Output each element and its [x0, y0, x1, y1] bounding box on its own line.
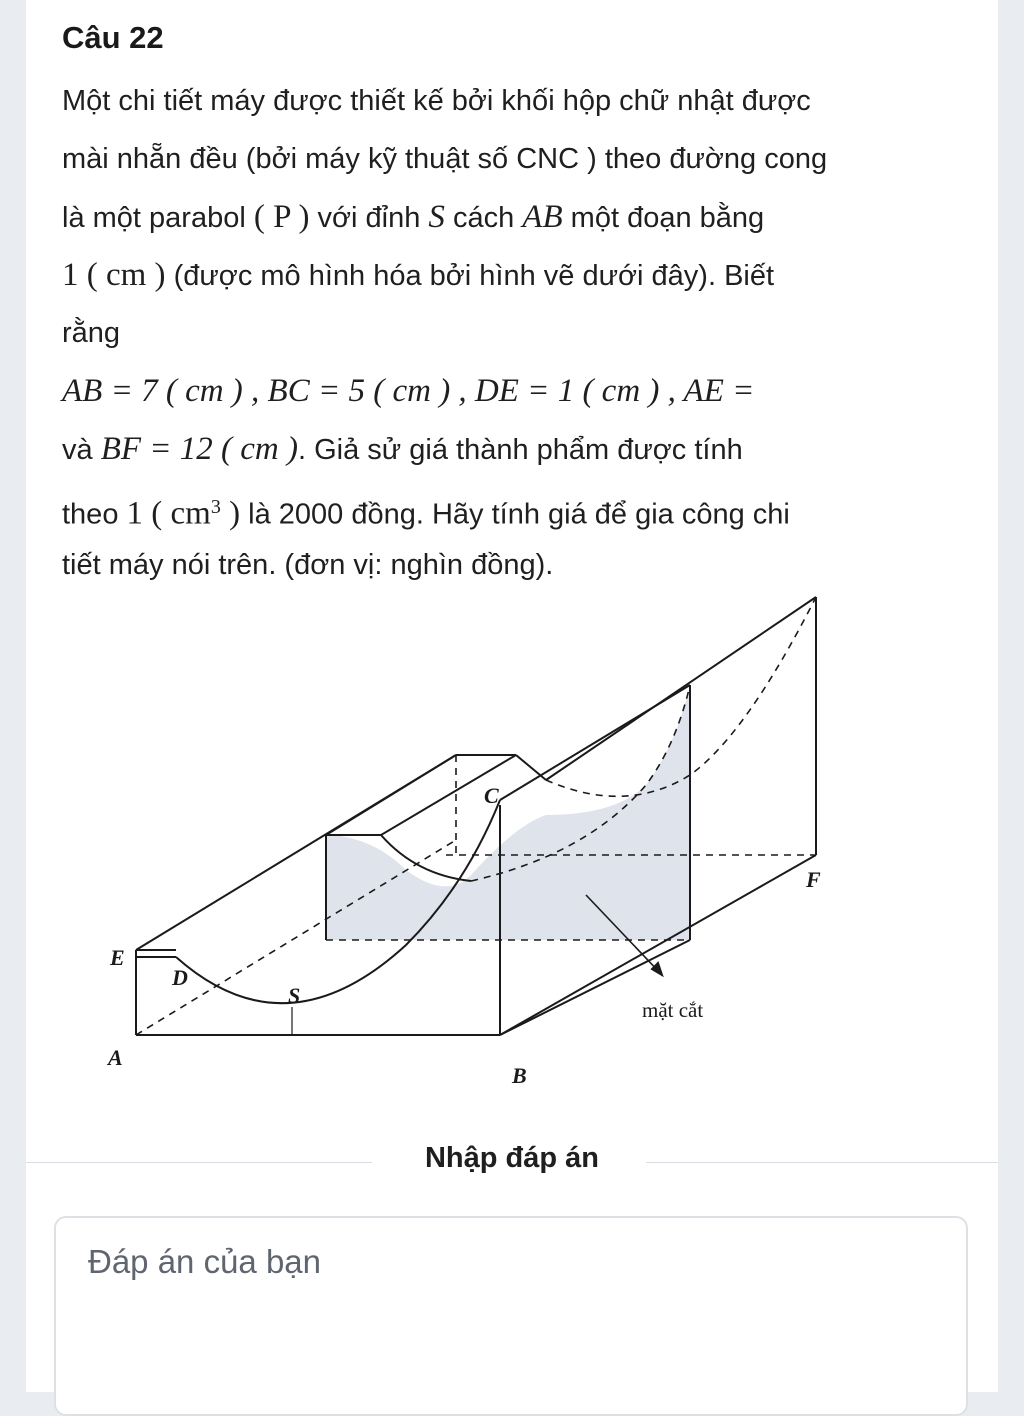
label-A: A [108, 1045, 123, 1070]
question-line-3 [62, 188, 982, 246]
question-line-9: tiết máy nói trên. (đơn vị: nghìn đồng). [62, 549, 554, 581]
text-segment: là một parabol [62, 202, 254, 234]
question-line-2: mài nhẵn đều (bởi máy kỹ thuật số CNC ) theo đường cong [62, 143, 828, 175]
label-B: B [512, 1063, 527, 1088]
math-AB: AB [522, 199, 563, 235]
label-E: E [110, 945, 125, 970]
math-cm3: 1 ( cm [126, 495, 211, 532]
answer-box[interactable] [54, 1216, 968, 1416]
text-segment: theo [62, 498, 127, 531]
label-C: C [484, 783, 499, 808]
math-exponent: 3 [210, 496, 221, 518]
label-cut: mặt cắt [642, 998, 704, 1022]
label-F: F [806, 867, 821, 892]
answer-section-header [26, 1132, 998, 1192]
question-line-5: rằng [62, 317, 121, 349]
math-close-paren: ) [220, 495, 241, 532]
math-P: ( P ) [253, 199, 310, 235]
cross-section-shade [326, 685, 690, 940]
label-S: S [288, 983, 301, 1008]
answer-input[interactable] [86, 1236, 930, 1288]
answer-section-label: Nhập đáp án [424, 1142, 599, 1174]
question-line-4 [62, 246, 982, 304]
question-line-6-math: AB = 7 ( cm ) , BC = 5 ( cm ) , DE = 1 ( cm ) , AE = [62, 373, 755, 409]
text-segment: là 2000 đồng. Hãy tính giá để gia công chi [240, 498, 790, 531]
text-segment: . Giả sử giá thành phẩm được tính [297, 434, 743, 466]
question-line-7 [62, 420, 982, 478]
edge-ridge-to-C [516, 755, 546, 780]
question-card [26, 0, 998, 1392]
text-segment: với đỉnh [309, 202, 429, 234]
text-segment: (được mô hình hóa bởi hình vẽ dưới đây). Biết [165, 260, 775, 292]
math-BF: BF = 12 ( cm ) [100, 431, 298, 467]
cut-arrow-head [652, 963, 662, 975]
question-text [62, 72, 982, 594]
question-line-8 [62, 478, 982, 536]
machine-part-figure [26, 585, 998, 1105]
math-S: S [428, 199, 445, 235]
text-segment: và [62, 434, 101, 466]
math-1cm: 1 ( cm ) [62, 257, 166, 293]
text-segment: cách [444, 202, 523, 234]
question-line-1: Một chi tiết máy được thiết kế bởi khối hộp chữ nhật được [62, 85, 811, 117]
text-segment: một đoạn bằng [562, 202, 765, 234]
question-title: Câu 22 [62, 20, 164, 55]
label-D: D [172, 965, 188, 990]
edge-mid-slope [326, 755, 456, 835]
